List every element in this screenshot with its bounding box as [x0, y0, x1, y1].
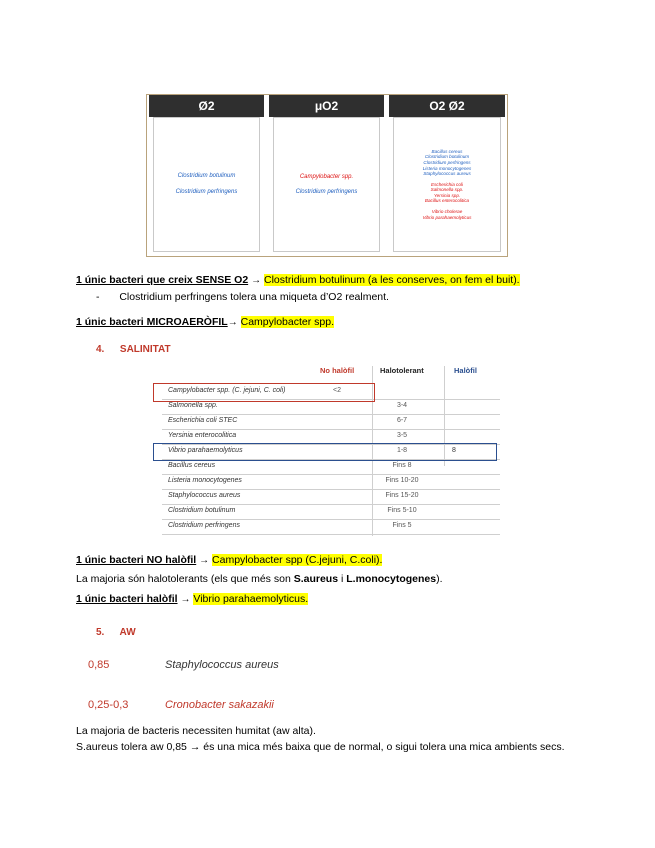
- no-halofil-value: <2: [333, 387, 341, 394]
- halotolerant-value: Fins 15-20: [385, 492, 419, 499]
- header-halofil: Halòfil: [454, 366, 477, 375]
- organism-name: Salmonella spp.: [168, 402, 218, 409]
- organism-name: Campylobacter spp. (C. jejuni, C. coli): [168, 387, 286, 394]
- section-5-heading: 5. AW: [96, 627, 136, 638]
- microaerofil-line: 1 únic bacteri MICROAERÒFIL→ Campylobacter spp.: [76, 316, 334, 328]
- section-4-heading: 4. SALINITAT: [96, 344, 171, 355]
- saureus-line: S.aureus tolera aw 0,85 → és una mica més baixa que de normal, o sigui tolera una mica ambients secs.: [76, 741, 565, 753]
- salinity-table: [162, 366, 500, 536]
- no-halofil-line: 1 únic bacteri NO halòfil → Campylobacter spp (C.jejuni, C.coli).: [76, 554, 383, 566]
- organism-name: Listeria monocytogenes: [168, 477, 242, 484]
- organism-name: Escherichia coli STEC: [168, 417, 238, 424]
- organism-name: Staphylococcus aureus: [168, 492, 241, 499]
- bullet-line: - Clostridium perfringens tolera una miqueta d’O2 realment.: [96, 291, 389, 303]
- halofil-line: 1 únic bacteri halòfil → Vibrio parahaemolyticus.: [76, 593, 309, 605]
- table-row: [162, 504, 500, 520]
- table-row: [162, 459, 500, 475]
- header-no-halofil: No halòfil: [320, 366, 355, 375]
- organism-name: Vibrio parahaemolyticus: [168, 447, 243, 454]
- organism-label: Clostridium perfringens: [175, 189, 238, 195]
- halotolerant-value: Fins 5: [392, 522, 412, 529]
- facultative-panel: O2 Ø2 Bacillus cereus Clostridium botulinum Clostridium perfringens Listeria monocytogenes Staphylococcus aureus Escherichia coli Salmonella spp. Yersinia spp. Bacillus enterocolitica Vibrio cholerae Vibrio parahaemolyticus: [389, 95, 505, 256]
- anaerobic-panel: [149, 95, 264, 256]
- vibrio-highlight-box: [153, 443, 497, 461]
- halotolerant-value: 1-8: [396, 447, 408, 454]
- halotolerant-value: Fins 8: [392, 462, 412, 469]
- organism-label: Campylobacter spp.: [299, 173, 354, 180]
- aw-value: 0,25-0,3: [88, 699, 129, 711]
- halotolerant-value: 3-4: [396, 402, 408, 409]
- aw-organism: Cronobacter sakazakii: [165, 699, 274, 711]
- sense-o2-line: 1 únic bacteri que creix SENSE O2 → Clostridium botulinum (a les conserves, on fem el buit).: [76, 274, 520, 286]
- organism-name: Clostridium perfringens: [168, 522, 240, 529]
- organism-name: Bacillus cereus: [168, 462, 216, 469]
- halotolerant-value: 3-5: [396, 432, 408, 439]
- panel-header: μO2: [269, 95, 384, 117]
- header-halotolerant: Halotolerant: [380, 366, 424, 375]
- humitat-line: La majoria de bacteris necessiten humitat (aw alta).: [76, 725, 316, 737]
- aw-value: 0,85: [88, 659, 110, 671]
- microaerophilic-panel: [269, 95, 384, 256]
- table-row: [162, 474, 500, 490]
- organism-name: Clostridium botulinum: [168, 507, 236, 514]
- table-row: [162, 489, 500, 505]
- halotolerant-value: Fins 10-20: [385, 477, 419, 484]
- organism-label: Clostridium botulinum: [177, 173, 236, 179]
- organism-name: Yersinia enterocolitica: [168, 432, 237, 439]
- panel-header: O2 Ø2: [389, 95, 505, 117]
- table-row: [162, 519, 500, 535]
- halotolerant-value: 6-7: [396, 417, 408, 424]
- organism-label: Clostridium perfringens: [295, 188, 358, 195]
- halofil-value: 8: [452, 447, 456, 454]
- halotolerant-value: Fins 5-10: [387, 507, 417, 514]
- campylobacter-highlight-box: [153, 383, 375, 402]
- majoria-line: La majoria són halotolerants (els que més son S.aureus i L.monocytogenes).: [76, 573, 443, 585]
- panel-header: Ø2: [149, 95, 264, 117]
- table-row: [162, 414, 500, 430]
- oxygen-figure: [146, 94, 508, 257]
- aw-organism: Staphylococcus aureus: [165, 659, 279, 671]
